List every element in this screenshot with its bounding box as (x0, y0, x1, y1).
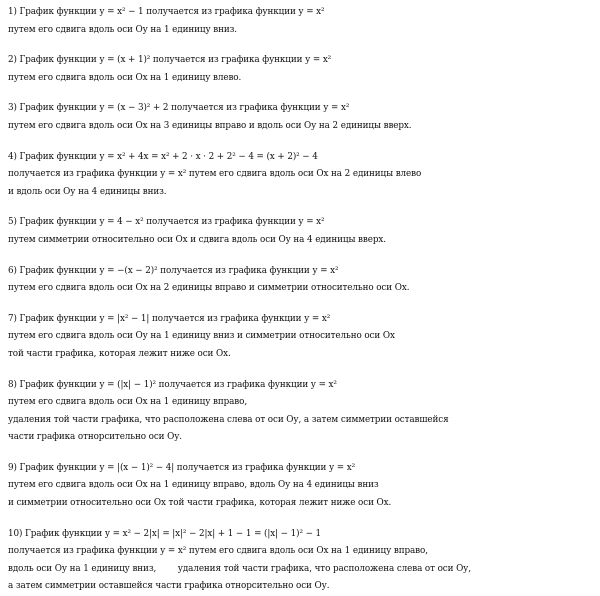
item-line: 3) График функции у = (х − 3)² + 2 получается из графика функции у = х² (8, 103, 350, 114)
item-line: 4) График функции у = х² + 4х = х² + 2 · х · 2 + 2² − 4 = (х + 2)² − 4 (8, 151, 318, 162)
item-5 (8, 214, 600, 249)
item-line: 7) График функции у = |х² − 1| получается из графика функции у = х² (8, 313, 331, 324)
item-line: путем его сдвига вдоль оси Ох на 1 единицу вправо, (8, 397, 248, 408)
item-9 (8, 460, 600, 513)
item-line: и симметрии относительно оси Ох той части графика, которая лежит ниже оси Ох. (8, 498, 392, 509)
item-1 (8, 4, 600, 39)
item-line: путем его сдвига вдоль оси Ох на 1 единицу вправо, вдоль Оу на 4 единицы вниз (8, 480, 379, 491)
item-10 (8, 526, 600, 596)
item-line: той части графика, которая лежит ниже оси Ох. (8, 348, 231, 359)
item-line: путем его сдвига вдоль оси Оу на 1 единицу вниз и симметрии относительно оси Ох (8, 331, 395, 342)
item-line: путем его сдвига вдоль оси Оу на 1 единицу вниз. (8, 24, 237, 35)
item-2 (8, 52, 600, 87)
item-line: 1) График функции у = х² − 1 получается из графика функции у = х² (8, 7, 325, 17)
item-line: путем его сдвига вдоль оси Ох на 1 единицу влево. (8, 72, 242, 83)
item-line: путем симметрии относительно оси Ох и сдвига вдоль оси Оу на 4 единицы вверх. (8, 234, 386, 245)
item-line: 8) График функции у = (|х| − 1)² получается из графика функции у = х² (8, 379, 337, 390)
item-line: 2) График функции у = (х + 1)² получается из графика функции у = х² (8, 55, 332, 66)
item-line: удаления той части графика, что расположена слева от оси Оу, а затем симметрии оставшейся (8, 414, 449, 425)
item-line: 6) График функции у = −(х − 2)² получается из графика функции у = х² (8, 265, 339, 276)
item-line: 10) График функции у = х² − 2|х| = |х|² − 2|х| + 1 − 1 = (|х| − 1)² − 1 (8, 528, 322, 539)
item-3 (8, 100, 600, 135)
item-line: вдоль оси Оу на 1 единицу вниз, удаления той части графика, что расположена слева от оси Оу, (8, 563, 471, 574)
item-line: получается из графика функции у = х² путем его сдвига вдоль оси Ох на 1 единицу вправо, (8, 546, 428, 557)
item-6 (8, 263, 600, 298)
item-8 (8, 377, 600, 447)
item-line: получается из графика функции у = х² путем его сдвига вдоль оси Ох на 2 единицы влево (8, 169, 422, 180)
item-line: путем его сдвига вдоль оси Ох на 3 единицы вправо и вдоль оси Оу на 2 единицы вверх. (8, 120, 412, 131)
item-line: 9) График функции у = |(х − 1)² − 4| получается из графика функции у = х² (8, 462, 355, 473)
item-line: части графика отнорсительно оси Оу. (8, 432, 183, 443)
item-4 (8, 149, 600, 202)
item-line: а затем симметрии оставшейся части графика отнорсительно оси Оу. (8, 581, 330, 592)
item-line: 5) График функции у = 4 − х² получается из графика функции у = х² (8, 217, 325, 228)
item-line: путем его сдвига вдоль оси Ох на 2 единицы вправо и симметрии относительно оси Ох. (8, 283, 410, 294)
item-7 (8, 311, 600, 364)
item-line: и вдоль оси Оу на 4 единицы вниз. (8, 186, 167, 197)
